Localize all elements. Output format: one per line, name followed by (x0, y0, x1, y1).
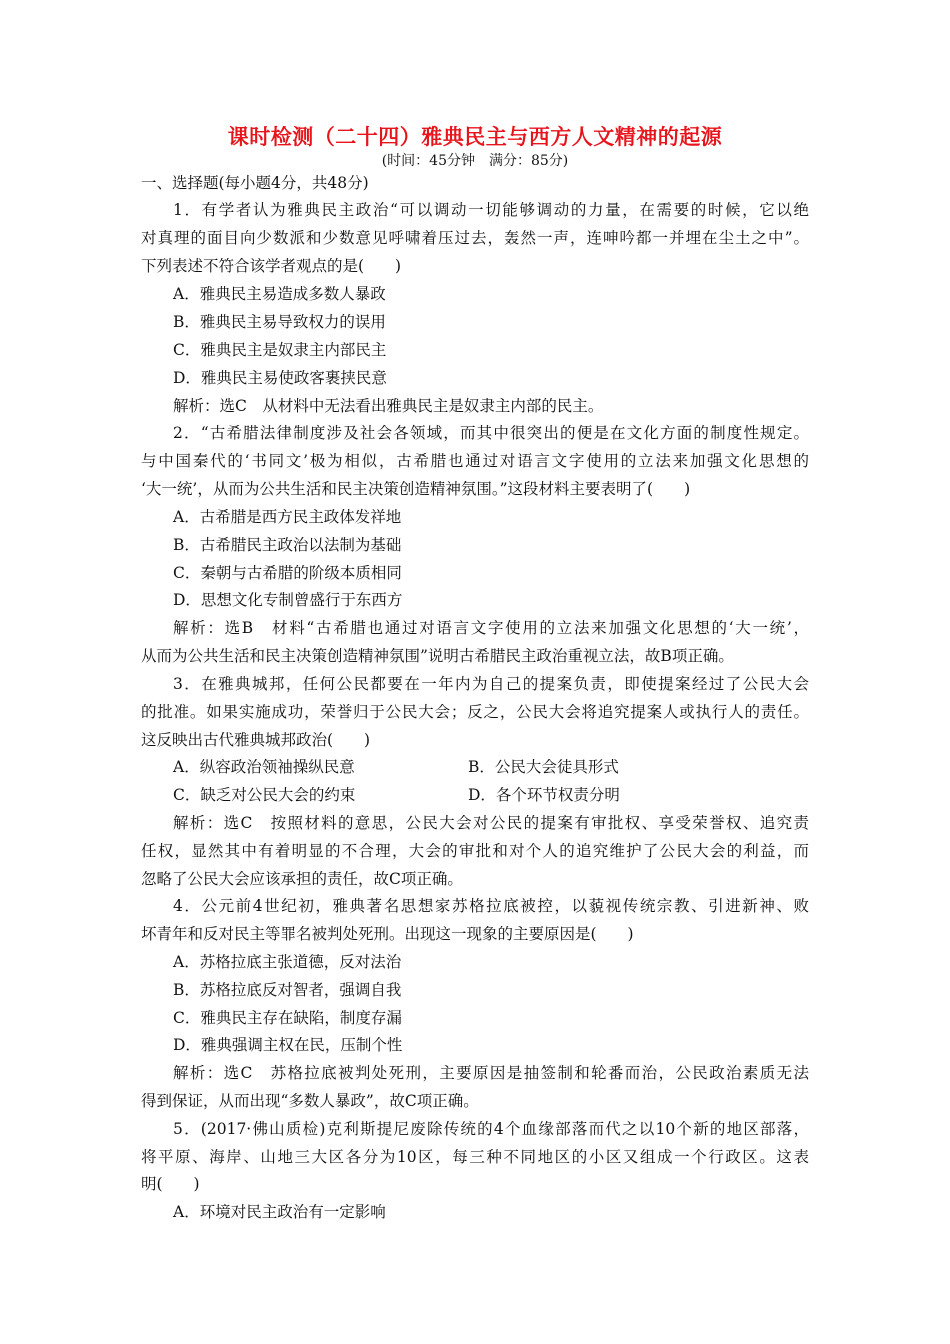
q4-option-c: C．雅典民主存在缺陷，制度存漏 (173, 1009, 402, 1027)
section-heading: 一、选择题(每小题4分，共48分) (141, 174, 369, 192)
q3-stem-line: 的批准。如果实施成功，荣誉归于公民大会；反之，公民大会将追究提案人或执行人的责任。 (141, 703, 809, 721)
q1-option-b: B．雅典民主易导致权力的误用 (173, 313, 386, 331)
q3-stem-line: 这反映出古代雅典城邦政治( ) (141, 731, 371, 749)
q4-stem-line: 坏青年和反对民主等罪名被判处死刑。出现这一现象的主要原因是( ) (141, 925, 634, 943)
q5-stem-line: 将平原、海岸、山地三大区各分为10区，每三种不同地区的小区又组成一个行政区。这表 (141, 1148, 809, 1166)
q2-option-c: C．秦朝与古希腊的阶级本质相同 (173, 564, 402, 582)
q3-option-c: C．缺乏对公民大会的约束 (173, 786, 356, 804)
q1-analysis: 解析：选C 从材料中无法看出雅典民主是奴隶主内部的民主。 (173, 397, 604, 415)
q3-analysis: 任权，显然其中有着明显的不合理，大会的审批和对个人的追究维护了公民大会的利益，而 (141, 842, 809, 860)
q4-stem-line: 4．公元前4世纪初，雅典著名思想家苏格拉底被控，以藐视传统宗教、引进新神、败 (173, 897, 809, 915)
q5-stem-line: 明( ) (141, 1175, 200, 1193)
q1-stem-line: 1．有学者认为雅典民主政治“可以调动一切能够调动的力量，在需要的时候，它以绝 (173, 201, 809, 219)
q1-option-d: D．雅典民主易使政客裹挟民意 (173, 369, 387, 387)
q2-stem-line: ‘大一统’，从而为公共生活和民主决策创造精神氛围。”这段材料主要表明了( ) (141, 480, 691, 498)
q2-option-b: B．古希腊民主政治以法制为基础 (173, 536, 402, 554)
q4-analysis: 得到保证，从而出现“多数人暴政”，故C项正确。 (141, 1092, 479, 1110)
q2-analysis: 从而为公共生活和民主决策创造精神氛围”说明古希腊民主政治重视立法，故B项正确。 (141, 647, 734, 665)
q4-option-d: D．雅典强调主权在民，压制个性 (173, 1036, 403, 1054)
q2-option-a: A．古希腊是西方民主政体发祥地 (173, 508, 402, 526)
q3-option-a: A．纵容政治领袖操纵民意 (173, 758, 355, 776)
exam-time-score: (时间：45分钟 满分：85分) (381, 153, 569, 169)
q3-option-d: D．各个环节权责分明 (468, 786, 620, 804)
q1-stem-line: 对真理的面目向少数派和少数意见呼啸着压过去，轰然一声，连呻吟都一并埋在尘土之中”。 (141, 229, 809, 247)
q2-stem-line: 与中国秦代的‘书同文’极为相似，古希腊也通过对语言文字使用的立法来加强文化思想的 (141, 452, 809, 470)
q3-analysis: 忽略了公民大会应该承担的责任，故C项正确。 (141, 870, 463, 888)
q2-analysis: 解析：选B 材料“古希腊也通过对语言文字使用的立法来加强文化思想的‘大一统’， (173, 619, 809, 637)
q5-stem-line: 5．(2017·佛山质检)克利斯提尼废除传统的4个血缘部落而代之以10个新的地区部落， (173, 1120, 809, 1138)
q2-stem-line: 2．“古希腊法律制度涉及社会各领域，而其中很突出的便是在文化方面的制度性规定。 (173, 424, 809, 442)
q1-option-c: C．雅典民主是奴隶主内部民主 (173, 341, 387, 359)
q3-option-b: B．公民大会徒具形式 (468, 758, 619, 776)
q3-analysis: 解析：选C 按照材料的意思，公民大会对公民的提案有审批权、享受荣誉权、追究责 (173, 814, 809, 832)
q1-stem-line: 下列表述不符合该学者观点的是( ) (141, 257, 402, 275)
q1-option-a: A．雅典民主易造成多数人暴政 (173, 285, 386, 303)
q2-option-d: D．思想文化专制曾盛行于东西方 (173, 591, 403, 609)
q4-option-b: B．苏格拉底反对智者，强调自我 (173, 981, 402, 999)
q3-stem-line: 3．在雅典城邦，任何公民都要在一年内为自己的提案负责，即使提案经过了公民大会 (173, 675, 809, 693)
q4-analysis: 解析：选C 苏格拉底被判处死刑，主要原因是抽签制和轮番而治，公民政治素质无法 (173, 1064, 809, 1082)
q4-option-a: A．苏格拉底主张道德，反对法治 (173, 953, 402, 971)
q5-option-a: A．环境对民主政治有一定影响 (173, 1203, 386, 1221)
page-title: 课时检测（二十四）雅典民主与西方人文精神的起源 (227, 125, 723, 149)
